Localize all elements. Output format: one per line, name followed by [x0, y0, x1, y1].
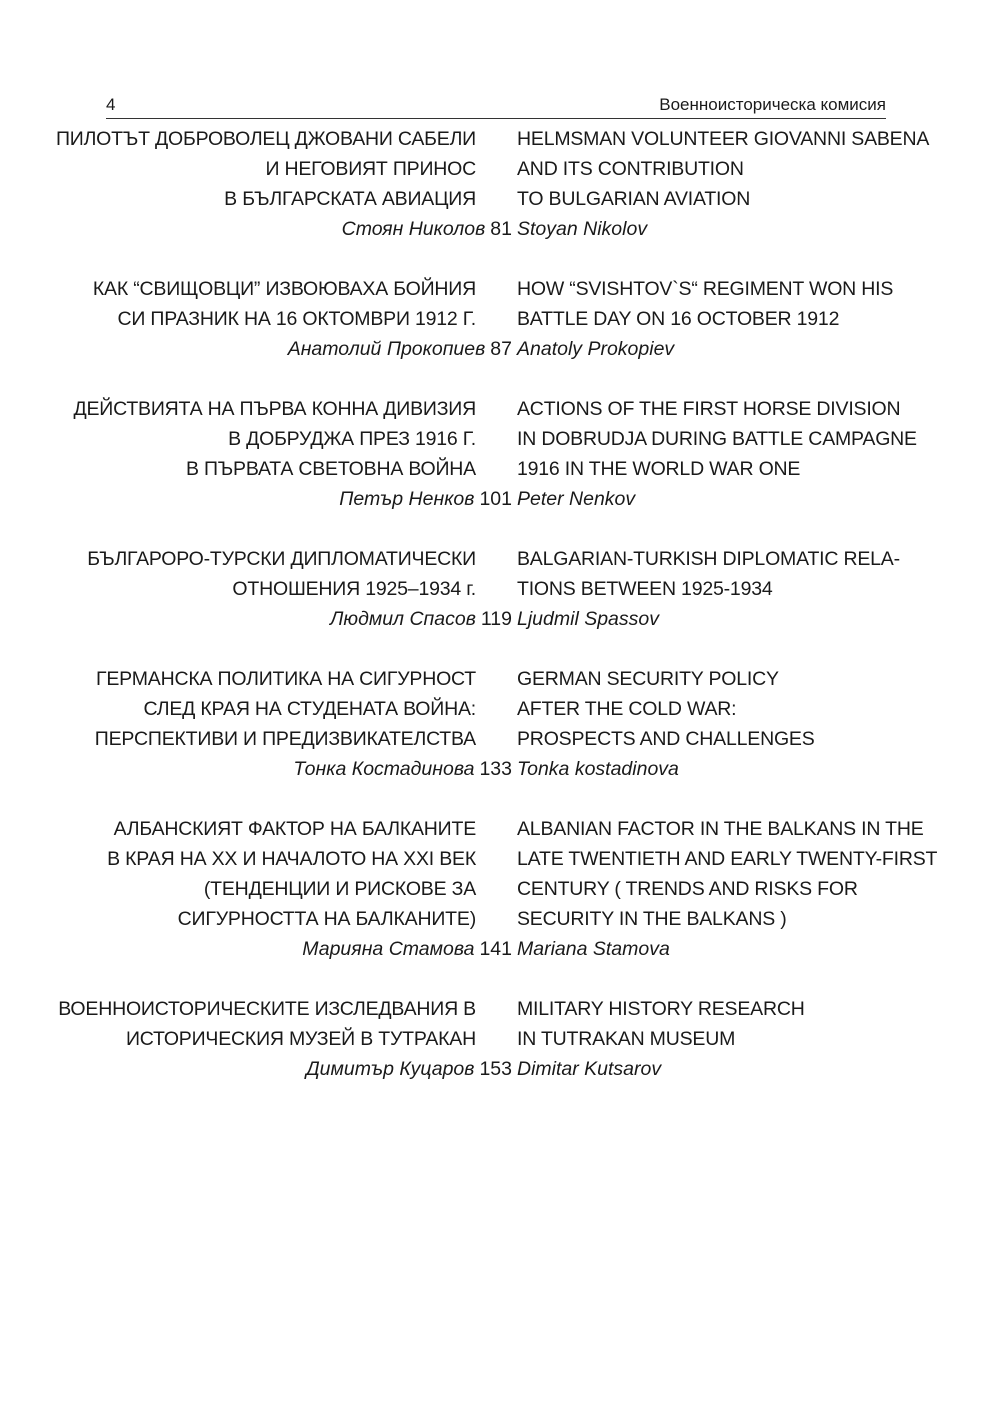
author-bg: Тонка Костадинова	[293, 758, 475, 780]
author-line	[0, 934, 1004, 964]
bg-title-line: БЪЛГАРОРО-ТУРСКИ ДИПЛОМАТИЧЕСКИ	[87, 548, 476, 570]
column-gap	[476, 724, 517, 754]
column-gap	[476, 574, 517, 604]
toc-title-line	[0, 874, 1004, 904]
author-bg-wrap	[0, 484, 517, 514]
column-gap	[476, 904, 517, 934]
toc-title-line	[0, 844, 1004, 874]
toc-title-line	[0, 724, 1004, 754]
author-bg-wrap	[0, 1054, 517, 1084]
bg-title-line: ДЕЙСТВИЯТА НА ПЪРВА КОННА ДИВИЗИЯ	[73, 398, 476, 420]
page-number-ref: 141	[479, 938, 512, 960]
bg-title-line: АЛБАНСКИЯТ ФАКТОР НА БАЛКАНИТЕ	[113, 818, 476, 840]
column-gap	[476, 304, 517, 334]
page-number-ref: 133	[479, 758, 512, 780]
en-title-line: ACTIONS OF THE FIRST HORSE DIVISION	[517, 398, 901, 420]
author-line	[0, 754, 1004, 784]
author-en: Dimitar Kutsarov	[517, 1058, 662, 1080]
column-gap	[476, 184, 517, 214]
bg-title-line: В БЪЛГАРСКАТА АВИАЦИЯ	[224, 188, 476, 210]
toc-title-line	[0, 454, 1004, 484]
table-of-contents	[0, 124, 1004, 1114]
toc-title-line	[0, 274, 1004, 304]
column-gap	[476, 814, 517, 844]
running-header: Военноисторическа комисия	[659, 95, 886, 114]
author-line	[0, 1054, 1004, 1084]
author-en: Mariana Stamova	[517, 938, 670, 960]
en-title-line: 1916 IN THE WORLD WAR ONE	[517, 458, 801, 480]
en-title-line: AND ITS CONTRIBUTION	[517, 158, 744, 180]
bg-title-line: ИСТОРИЧЕСКИЯ МУЗЕЙ В ТУТРАКАН	[125, 1028, 476, 1050]
author-bg-wrap	[0, 604, 517, 634]
toc-title-line	[0, 904, 1004, 934]
column-gap	[476, 394, 517, 424]
column-gap	[476, 1024, 517, 1054]
author-en: Stoyan Nikolov	[517, 218, 648, 240]
bg-title-line: ОТНОШЕНИЯ 1925–1934 г.	[232, 578, 476, 600]
column-gap	[476, 154, 517, 184]
en-title-line: TO BULGARIAN AVIATION	[517, 188, 751, 210]
column-gap	[476, 874, 517, 904]
toc-title-line	[0, 394, 1004, 424]
toc-title-line	[0, 154, 1004, 184]
bg-title-line: ВОЕННОИСТОРИЧЕСКИТЕ ИЗСЛЕДВАНИЯ В	[58, 998, 476, 1020]
toc-title-line	[0, 544, 1004, 574]
en-title-line: BATTLE DAY ON 16 OCTOBER 1912	[517, 308, 840, 330]
en-title-line: BALGARIAN-TURKISH DIPLOMATIC RELA-	[517, 548, 900, 570]
bg-title-line: ГЕРМАНСКА ПОЛИТИКА НА СИГУРНОСТ	[96, 668, 476, 690]
toc-entry	[0, 544, 1004, 634]
author-line	[0, 604, 1004, 634]
bg-title-line: СЛЕД КРАЯ НА СТУДЕНАТА ВОЙНА:	[143, 698, 476, 720]
author-bg-wrap	[0, 214, 517, 244]
bg-title-line: СИ ПРАЗНИК НА 16 ОКТОМВРИ 1912 Г.	[117, 308, 476, 330]
column-gap	[476, 124, 517, 154]
toc-title-line	[0, 814, 1004, 844]
toc-title-line	[0, 1024, 1004, 1054]
author-bg: Анатолий Прокопиев	[287, 338, 486, 360]
author-en: Ljudmil Spassov	[517, 608, 659, 630]
author-bg: Димитър Куцаров	[305, 1058, 475, 1080]
author-line	[0, 214, 1004, 244]
page-number-ref: 153	[479, 1058, 512, 1080]
toc-title-line	[0, 664, 1004, 694]
toc-entry	[0, 814, 1004, 964]
toc-entry	[0, 274, 1004, 364]
author-bg: Людмил Спасов	[330, 608, 476, 630]
author-bg-wrap	[0, 754, 517, 784]
en-title-line: HOW “SVISHTOV`S“ REGIMENT WON HIS	[517, 278, 894, 300]
en-title-line: TIONS BETWEEN 1925-1934	[517, 578, 773, 600]
toc-entry	[0, 664, 1004, 784]
column-gap	[476, 274, 517, 304]
page-number: 4	[106, 95, 116, 114]
author-en: Anatoly Prokopiev	[517, 338, 675, 360]
toc-title-line	[0, 694, 1004, 724]
bg-title-line: КАК “СВИЩОВЦИ” ИЗВОЮВАХА БОЙНИЯ	[92, 278, 476, 300]
column-gap	[476, 694, 517, 724]
page-number-ref: 101	[479, 488, 512, 510]
column-gap	[476, 844, 517, 874]
en-title-line: PROSPECTS AND CHALLENGES	[517, 728, 815, 750]
author-bg: Петър Ненков	[339, 488, 475, 510]
column-gap	[476, 454, 517, 484]
toc-entry	[0, 994, 1004, 1084]
en-title-line: MILITARY HISTORY RESEARCH	[517, 998, 805, 1020]
author-en: Tonka kostadinova	[517, 758, 679, 780]
en-title-line: IN DOBRUDJA DURING BATTLE CAMPAGNE	[517, 428, 917, 450]
author-bg-wrap	[0, 334, 517, 364]
toc-title-line	[0, 124, 1004, 154]
toc-title-line	[0, 184, 1004, 214]
column-gap	[476, 994, 517, 1024]
en-title-line: SECURITY IN THE BALKANS )	[517, 908, 787, 930]
bg-title-line: СИГУРНОСТТА НА БАЛКАНИТЕ)	[177, 908, 476, 930]
bg-title-line: (ТЕНДЕНЦИИ И РИСКОВЕ ЗА	[203, 878, 476, 900]
page-number-ref: 119	[480, 608, 512, 630]
bg-title-line: И НЕГОВИЯТ ПРИНОС	[265, 158, 476, 180]
en-title-line: CENTURY ( TRENDS AND RISKS FOR	[517, 878, 858, 900]
bg-title-line: В ДОБРУДЖА ПРЕЗ 1916 Г.	[228, 428, 476, 450]
en-title-line: LATE TWENTIETH AND EARLY TWENTY-FIRST	[517, 848, 938, 870]
toc-title-line	[0, 304, 1004, 334]
en-title-line: IN TUTRAKAN MUSEUM	[517, 1028, 736, 1050]
header-rule	[106, 118, 886, 119]
bg-title-line: В ПЪРВАТА СВЕТОВНА ВОЙНА	[185, 458, 476, 480]
en-title-line: AFTER THE COLD WAR:	[517, 698, 737, 720]
page-number-ref: 87	[490, 338, 512, 360]
en-title-line: HELMSMAN VOLUNTEER GIOVANNI SABENA	[517, 128, 930, 150]
author-bg: Марияна Стамова	[302, 938, 475, 960]
column-gap	[476, 424, 517, 454]
column-gap	[476, 664, 517, 694]
toc-title-line	[0, 574, 1004, 604]
author-bg: Стоян Николов	[341, 218, 486, 240]
toc-entry	[0, 394, 1004, 514]
author-en: Peter Nenkov	[517, 488, 636, 510]
bg-title-line: В КРАЯ НА XX И НАЧАЛОТО НА XXI ВЕК	[107, 848, 476, 870]
en-title-line: GERMAN SECURITY POLICY	[517, 668, 779, 690]
author-line	[0, 334, 1004, 364]
toc-entry	[0, 124, 1004, 244]
page-number-ref: 81	[490, 218, 512, 240]
en-title-line: ALBANIAN FACTOR IN THE BALKANS IN THE	[517, 818, 924, 840]
author-line	[0, 484, 1004, 514]
author-bg-wrap	[0, 934, 517, 964]
column-gap	[476, 544, 517, 574]
toc-title-line	[0, 424, 1004, 454]
bg-title-line: ПЕРСПЕКТИВИ И ПРЕДИЗВИКАТЕЛСТВА	[94, 728, 476, 750]
bg-title-line: ПИЛОТЪТ ДОБРОВОЛЕЦ ДЖОВАНИ САБЕЛИ	[55, 128, 476, 150]
toc-title-line	[0, 994, 1004, 1024]
